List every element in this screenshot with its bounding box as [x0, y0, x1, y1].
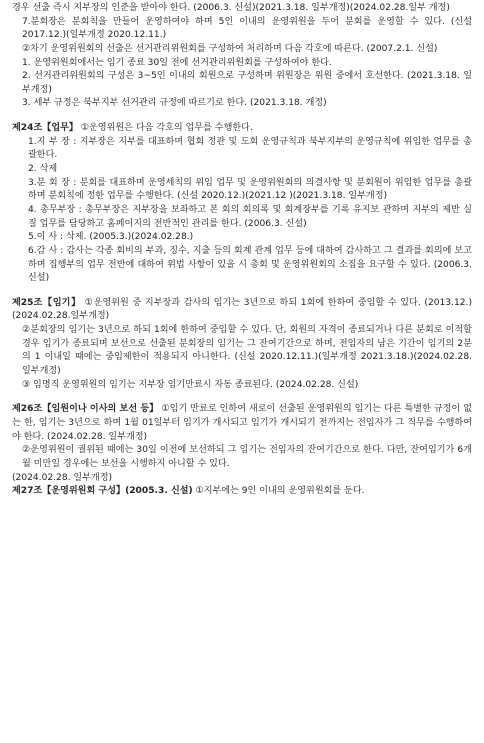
paragraph: ①운영위원은 다음 각호의 업무를 수행한다.	[80, 123, 253, 134]
paragraph: 7.분회장은 분회칙을 만들어 운영하여야 하며 5인 이내의 운영위원을 두어 분회를 운영할 수 있다. (신설 2017.12.)(일부개정 2020.12.11.)	[22, 16, 472, 41]
paragraph: 경우 선출 즉시 지부장의 인준을 받아야 한다. (2006.3. 신설)(2021.3.18. 일부개정)(2024.02.28.일부 개정)	[12, 3, 450, 13]
article-title: 제26조【임원이나 이사의 보선 등】	[12, 404, 159, 415]
article-title: 제27조【운영위원회 구성】(2005.3. 신설)	[12, 486, 193, 497]
article-26	[12, 403, 472, 444]
paragraph: ②운영위원이 궐위된 때에는 30일 이전에 보선하되 그 임기는 전임자의 잔여기간으로 한다. 다만, 잔여임기가 6개월 미만일 경우에는 보선을 시행하지 아니할 수 있다.	[22, 445, 472, 469]
paragraph: 1. 운영위원회에서는 임기 종료 30일 전에 선거관리위원회를 구성하여야 한다.	[22, 57, 332, 68]
list-item: 5.이 사 : 삭제. (2005.3.)(2024.02.28.)	[28, 232, 194, 243]
article-title: 제24조【업무】	[12, 123, 78, 134]
paragraph: 3. 세부 규정은 북부지부 선거관리 규정에 따르기로 한다. (2021.3.18. 개정)	[22, 98, 327, 109]
list-item: 3.분 회 장 : 분회를 대표하며 운영세칙의 위임 업무 및 운영위원회의 의결사항 및 분회원이 위임한 업무를 총괄하며 분회칙에 정한 업무를 수행한다. (신설 2020.12.)(2021.12 )(2021.3.18. 일부개정)	[28, 177, 472, 202]
article-24	[12, 122, 472, 136]
list-item: 6.감 사 : 감사는 각종 회비의 부과, 징수, 지출 등의 회계 관계 업무 등에 대하여 감사하고 그 결과를 회의에 보고하며 집행부의 업무 전반에 대하여 위법 사항이 있을 시 총회 및 운영위원회의 소집을 요구할 수 있다. (2006.3. 신설)	[28, 245, 472, 284]
paragraph: ①지부에는 9인 이내의 운영위원회를 둔다.	[195, 486, 365, 497]
article-27	[12, 485, 472, 499]
list-item: 2. 삭제	[28, 164, 58, 175]
paragraph: ②분회장의 임기는 3년으로 하되 1회에 한하여 중임할 수 있다. 단, 회원의 자격이 종료되거나 다른 분회로 이적할 경우 임기가 종료되며 보선으로 선출된 분회장의 임기는 그 잔여기간으로 하며, 전임자의 남은 기간이 임기의 2분의 1 이내일 때에는 중임제한이 적용되지 아니한다. (신설 2020.12.11.)(일부개정 2021.3.18.)(2024.02.28. 일부개정)	[22, 325, 472, 377]
article-25	[12, 297, 472, 324]
paragraph: ③ 임명직 운영위원의 임기는 지부장 임기만료시 자동 종료된다. (2024.02.28. 신설)	[22, 379, 359, 390]
paragraph: ①운영위원 중 지부장과 감사의 임기는 3년으로 하되 1회에 한하여 중임할 수 있다. (2013.12.)(2024.02.28.일부개정)	[12, 297, 472, 322]
spacer	[12, 111, 472, 122]
article-title: 제25조【임기】	[12, 297, 82, 308]
list-item: 1.지 부 장 : 지부장은 지부를 대표하며 협회 정관 및 도회 운영규칙과 북부지부의 운영규칙에 위임한 업무를 총괄한다.	[28, 136, 472, 161]
paragraph: ①임기 만료로 인하여 새로이 선출된 운영위원의 임기는 다른 특별한 규정이 없는 한, 임기는 3년으로 하며 1월 01일부터 임기가 개시되고 임기가 개시되기 전까지는 전임자가 그 직무를 수행하여야 한다. (2024.02.28. 일부개정)	[12, 404, 472, 442]
list-item: 4. 총무부장 : 총무부장은 지부장을 보좌하고 본 회의 회의록 및 회계장부를 기록 유지보 관하며 지부의 제반 실질 업무를 담당하고 홈페이지의 전반적인 관리를 한다. (2006.3. 신설)	[28, 204, 472, 229]
spacer	[12, 392, 472, 403]
spacer	[12, 286, 472, 297]
paragraph: (2024.02.28. 일부개정)	[12, 472, 113, 483]
paragraph: ②차기 운영위원회의 선출은 선거관리위원회를 구성하여 처리하며 다음 각호에 따른다. (2007.2.1. 신설)	[22, 43, 438, 54]
paragraph: 2. 선거관리위원회의 구성은 3~5인 이내의 회원으로 구성하며 위원장은 위원 중에서 호선한다. (2021.3.18. 일부개정)	[22, 71, 472, 95]
